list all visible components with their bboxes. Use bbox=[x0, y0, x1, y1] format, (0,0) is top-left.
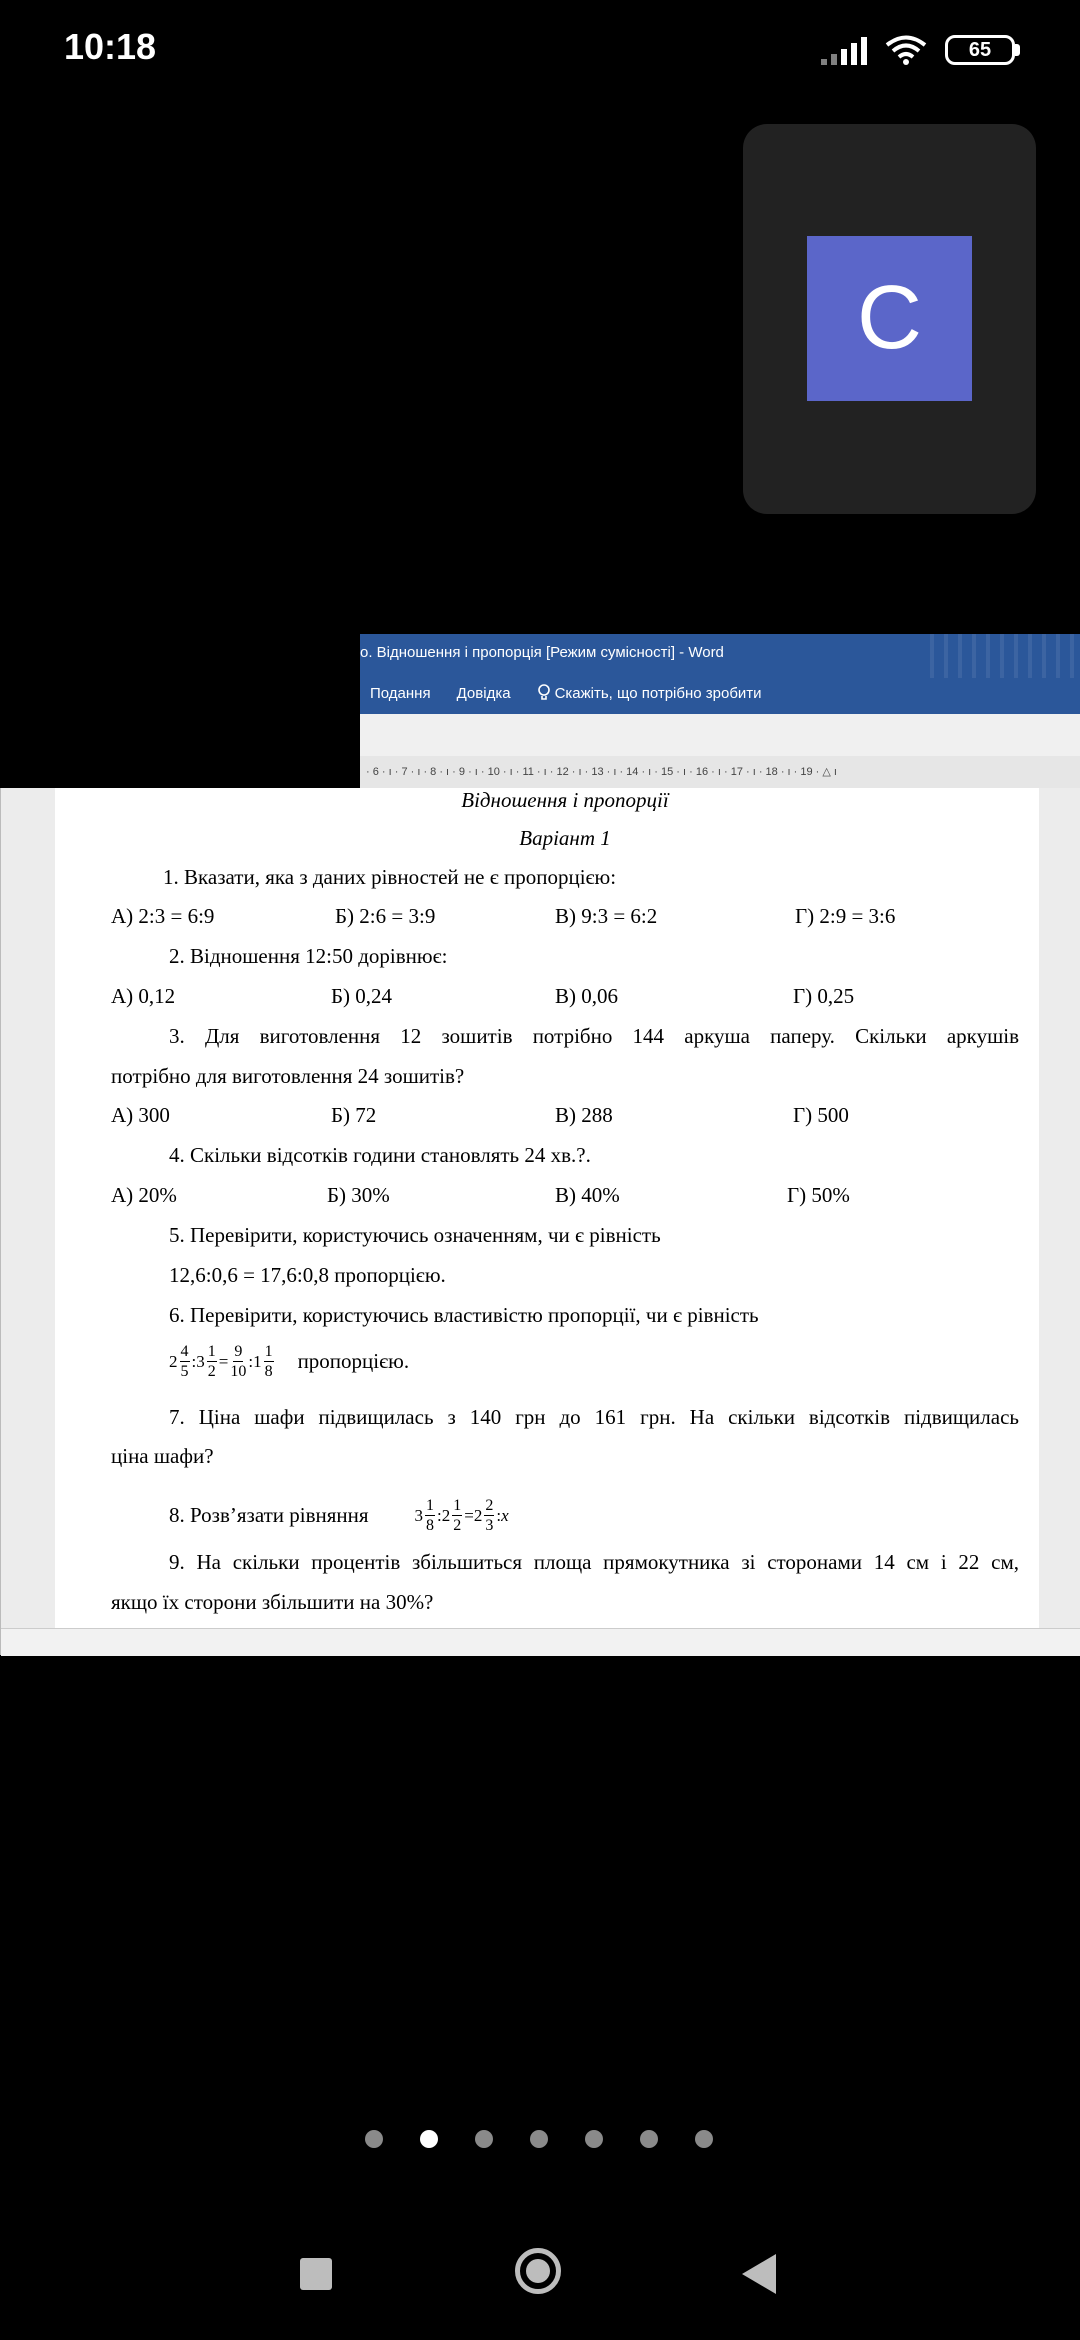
page-dot-1[interactable] bbox=[365, 2130, 383, 2148]
doc-title: Відношення і пропорції bbox=[461, 788, 669, 812]
question-5: 5. Перевірити, користуючись означенням, чи є рівність bbox=[169, 1223, 661, 1247]
doc-variant: Варіант 1 bbox=[519, 826, 611, 850]
q2-option-d: Г) 0,25 bbox=[793, 984, 855, 1008]
menu-view[interactable]: Подання bbox=[370, 684, 431, 702]
question-7-line2: ціна шафи? bbox=[111, 1444, 214, 1468]
page-dot-4[interactable] bbox=[530, 2130, 548, 2148]
question-9-line2: якщо їх сторони збільшити на 30%? bbox=[111, 1590, 434, 1614]
q3-option-d: Г) 500 bbox=[793, 1103, 849, 1127]
status-icons bbox=[821, 30, 1020, 70]
page-dot-2-active[interactable] bbox=[420, 2130, 438, 2148]
question-6: 6. Перевірити, користуючись властивістю пропорції, чи є рівність bbox=[169, 1303, 759, 1327]
q4-option-b: Б) 30% bbox=[327, 1183, 390, 1207]
document-bottom-bar bbox=[1, 1628, 1080, 1656]
status-time: 10:18 bbox=[64, 26, 157, 67]
page-indicator bbox=[365, 2130, 713, 2148]
home-button[interactable] bbox=[515, 2248, 561, 2294]
tell-me-label: Скажіть, що потрібно зробити bbox=[554, 684, 762, 702]
q1-option-d: Г) 2:9 = 3:6 bbox=[795, 904, 896, 928]
q3-option-a: А) 300 bbox=[111, 1103, 170, 1127]
question-8: 8. Розв’язати рівняння 3 $\frac{1}{8}$ : 2 $\frac{1}{2}$ = 2 $\frac{2}{3}$ : x bbox=[169, 1497, 509, 1534]
menu-help[interactable]: Довідка bbox=[456, 684, 511, 702]
question-3-line1: 3. Для виготовлення 12 зошитів потрібно 144 аркуша паперу. Скільки аркушів bbox=[169, 1024, 1019, 1048]
ruler-marks: · 6 · ı · 7 · ı · 8 · ı · 9 · ı · 10 · ı · 11 · ı · 12 · ı · 13 · ı · 14 · ı · 15 · ı · 16 · ı · 17 · ı · 18 · ı · 19 · △ ı bbox=[366, 766, 837, 778]
page-dot-6[interactable] bbox=[640, 2130, 658, 2148]
q4-option-c: В) 40% bbox=[555, 1183, 620, 1207]
q6-equation: 2 $\frac{4}{5}$ : 3 $\frac{1}{2}$ = $\frac{9}{10}$ : 1 $\frac{1}{8}$ пропорцією. bbox=[169, 1343, 410, 1380]
word-title-bar bbox=[360, 634, 1080, 714]
battery-icon bbox=[945, 35, 1020, 65]
page-dot-7[interactable] bbox=[695, 2130, 713, 2148]
wifi-icon bbox=[885, 34, 927, 66]
q4-option-d: Г) 50% bbox=[787, 1183, 850, 1207]
q2-option-c: В) 0,06 bbox=[555, 984, 618, 1008]
page-dot-3[interactable] bbox=[475, 2130, 493, 2148]
q1-option-a: А) 2:3 = 6:9 bbox=[111, 904, 215, 928]
q4-option-a: А) 20% bbox=[111, 1183, 177, 1207]
ruler bbox=[360, 756, 1080, 788]
battery-level: 65 bbox=[945, 35, 1015, 65]
signal-icon bbox=[821, 35, 867, 65]
question-3-line2: потрібно для виготовлення 24 зошитів? bbox=[111, 1064, 465, 1088]
participant-avatar: C bbox=[807, 236, 972, 401]
q1-option-b: Б) 2:6 = 3:9 bbox=[335, 904, 436, 928]
back-button[interactable] bbox=[742, 2254, 776, 2294]
q1-option-c: В) 9:3 = 6:2 bbox=[555, 904, 658, 928]
q2-option-b: Б) 0,24 bbox=[331, 984, 393, 1008]
document-page bbox=[55, 788, 1039, 1628]
q6-suffix: пропорцією. bbox=[297, 1349, 410, 1373]
participant-tile[interactable] bbox=[743, 124, 1036, 514]
question-2: 2. Відношення 12:50 дорівнює: bbox=[169, 944, 448, 968]
navigation-bar bbox=[0, 2240, 1080, 2310]
q8-equation: 3 $\frac{1}{8}$ : 2 $\frac{1}{2}$ = 2 $\frac{2}{3}$ : x bbox=[414, 1497, 509, 1534]
word-ribbon-menu bbox=[370, 684, 762, 702]
question-4: 4. Скільки відсотків години становлять 24 хв.?. bbox=[169, 1143, 591, 1167]
lightbulb-icon bbox=[537, 684, 551, 702]
q5-equation: 12,6:0,6 = 17,6:0,8 пропорцією. bbox=[169, 1263, 446, 1287]
question-1: 1. Вказати, яка з даних рівностей не є пропорцією: bbox=[163, 865, 617, 889]
q3-option-c: В) 288 bbox=[555, 1103, 613, 1127]
q2-option-a: А) 0,12 bbox=[111, 984, 176, 1008]
word-ribbon-area bbox=[360, 714, 1080, 756]
tell-me[interactable] bbox=[537, 684, 762, 702]
recents-button[interactable] bbox=[300, 2258, 332, 2290]
question-9-line1: 9. На скільки процентів збільшиться площа прямокутника зі сторонами 14 см і 22 см, bbox=[169, 1550, 1019, 1574]
page-dot-5[interactable] bbox=[585, 2130, 603, 2148]
question-7-line1: 7. Ціна шафи підвищилась з 140 грн до 161 грн. На скільки відсотків підвищилась bbox=[169, 1405, 1019, 1429]
document-area bbox=[0, 788, 1080, 1655]
q3-option-b: Б) 72 bbox=[331, 1103, 377, 1127]
word-document-title: о. Відношення і пропорція [Режим сумісності] - Word bbox=[360, 644, 724, 661]
